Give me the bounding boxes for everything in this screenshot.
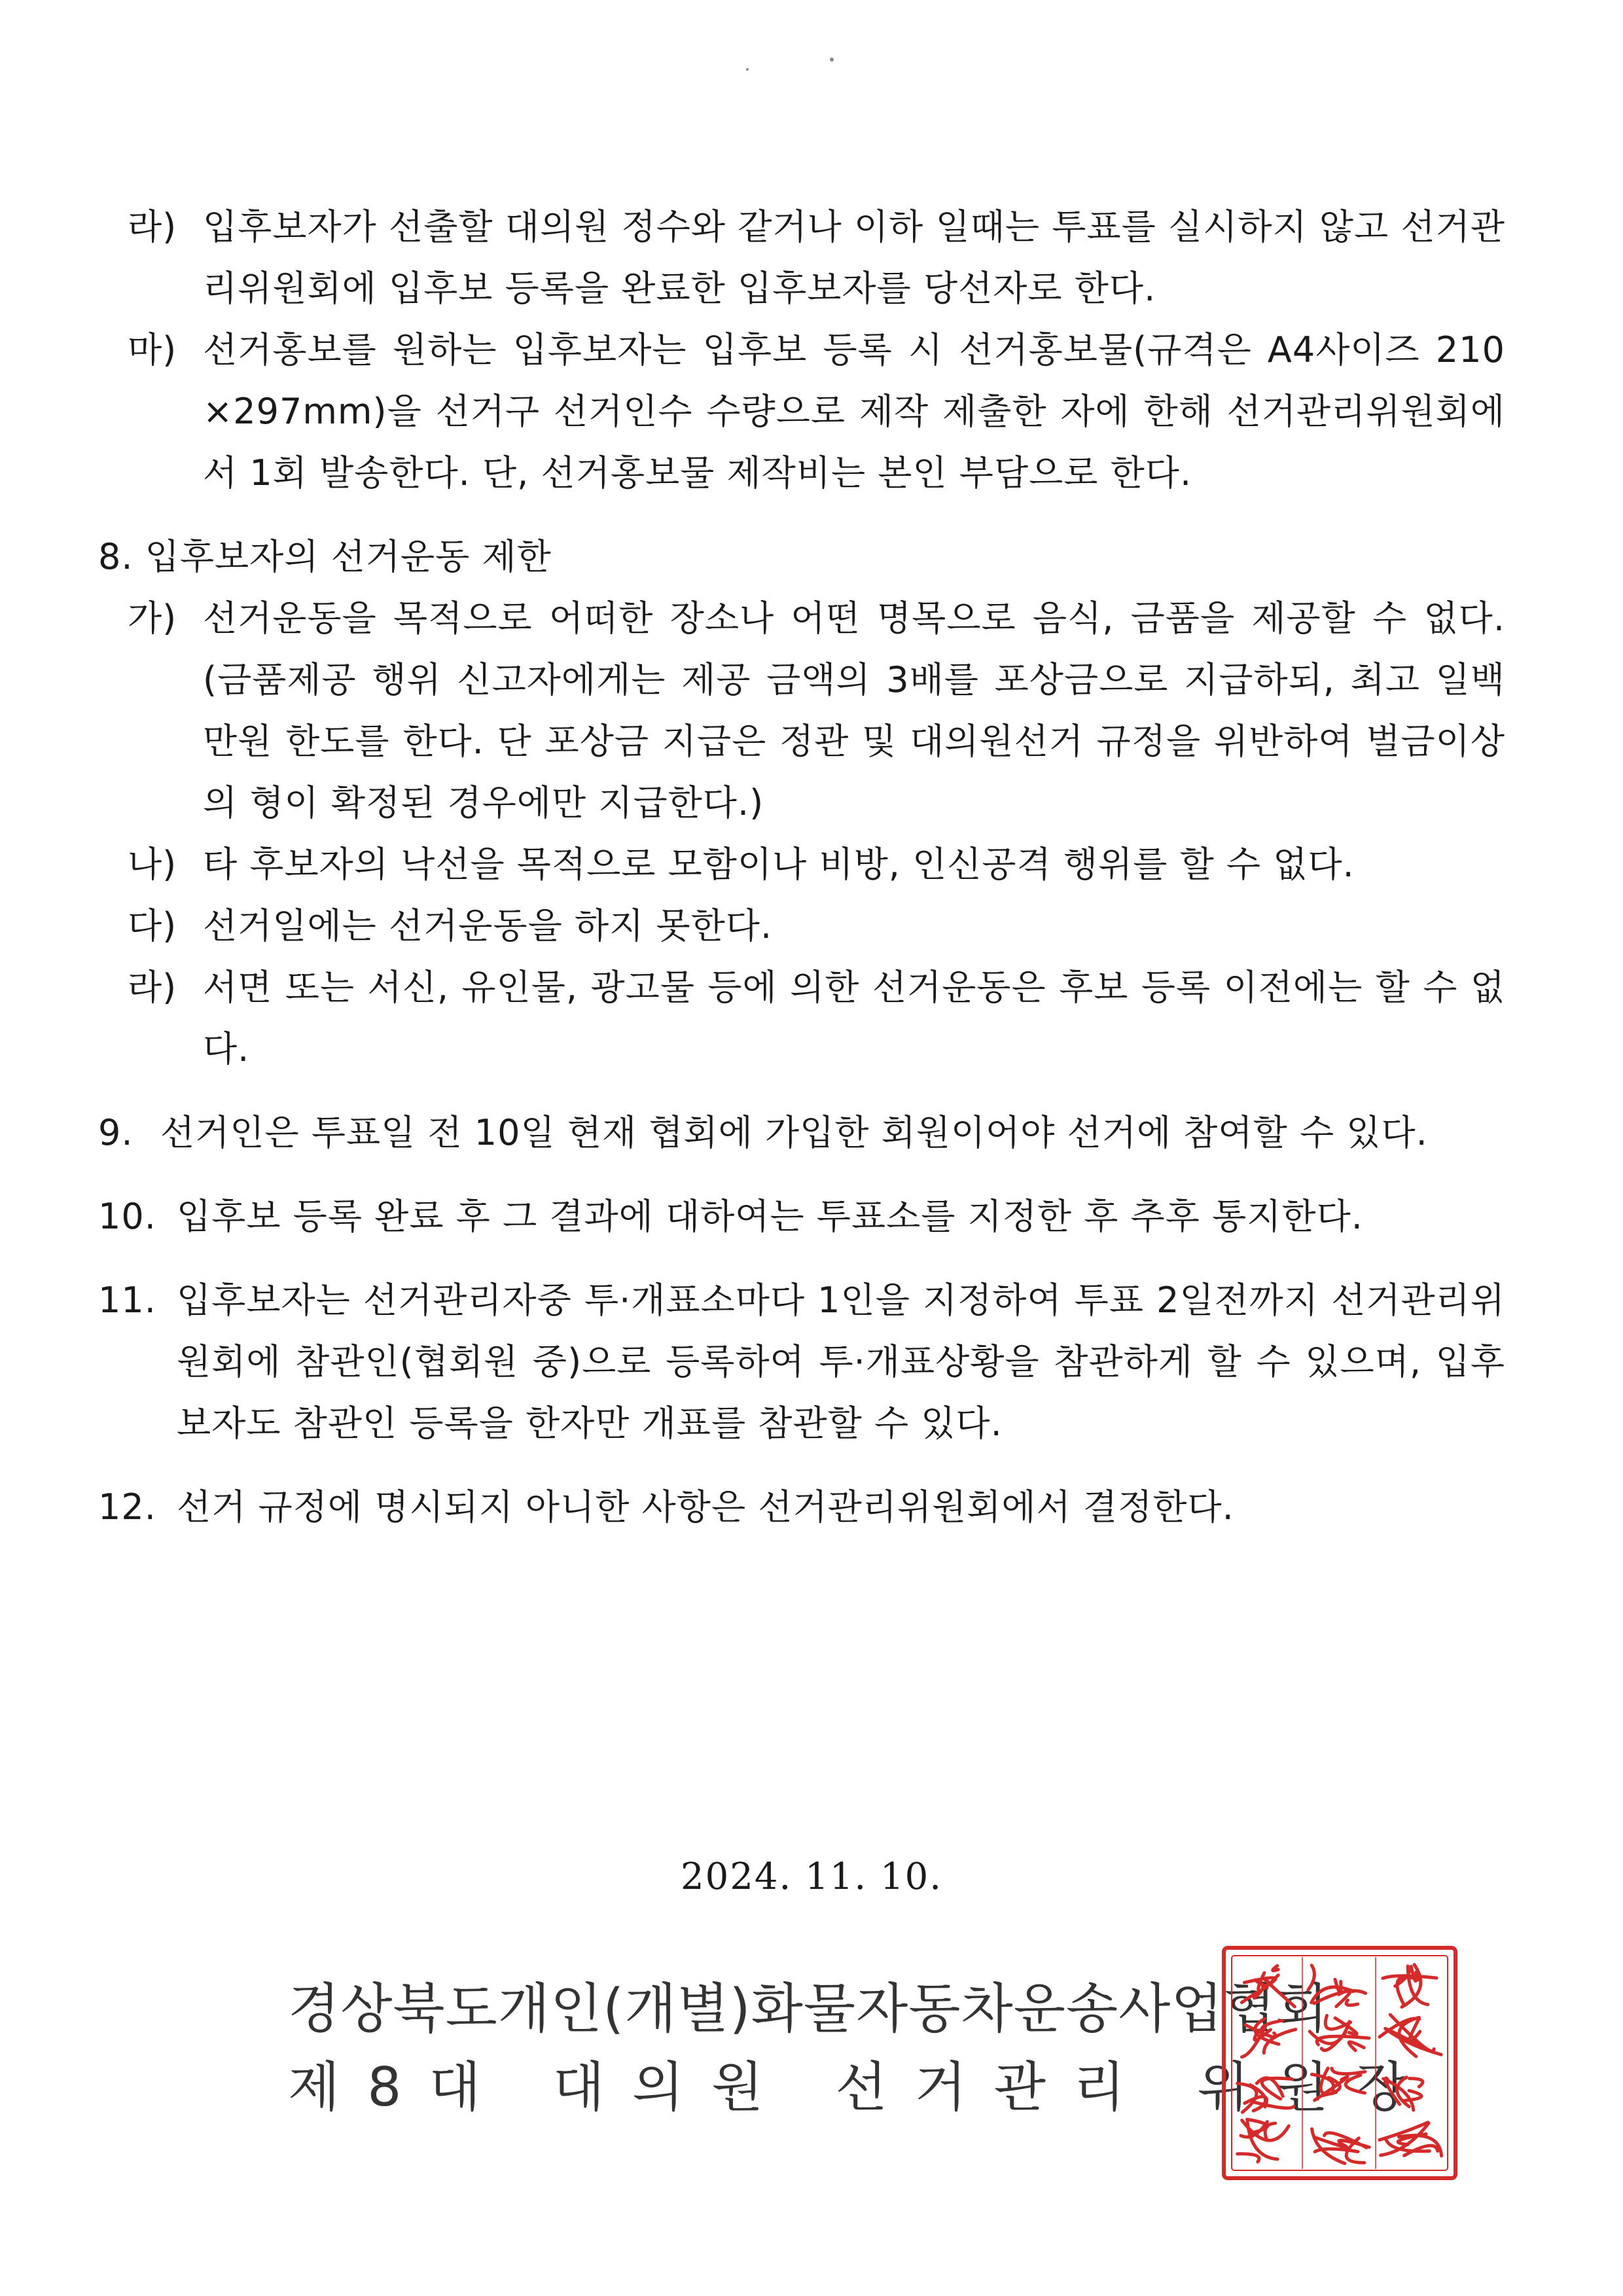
section-8-item-na (98, 834, 1505, 895)
item-marker: 다) (128, 905, 177, 946)
paragraph-ma (98, 319, 1505, 504)
section-number: 12. (98, 1486, 156, 1528)
item-text: 선거일에는 선거운동을 하지 못한다. (203, 905, 773, 946)
seal-glyph-stroke (1380, 2015, 1441, 2056)
section-text: 입후보자는 선거관리자중 투·개표소마다 1인을 지정하여 투표 2일전까지 선거관리위원회에 참관인(협회원 중)으로 등록하여 투·개표상황을 참관하게 할 수 있으며, 입후보자도 참관인 등록을 한자만 개표를 참관할 수 있다. (177, 1280, 1505, 1444)
section-8-item-ra (98, 957, 1505, 1080)
committee-chair-title: 제8대 대의원 선거관리 위원장 (288, 2056, 1435, 2119)
section-number: 11. (98, 1280, 156, 1321)
organization-name: 경상북도개인(개별)화물자동차운송사업협회 (288, 1978, 1329, 2040)
section-number: 9. (98, 1112, 134, 1153)
seal-glyph-stroke (1380, 2123, 1442, 2156)
item-marker: 나) (128, 844, 177, 885)
item-text: 입후보자가 선출할 대의원 정수와 같거나 이하 일때는 투표를 실시하지 않고 선거관리위원회에 입후보 등록을 완료한 입후보자를 당선자로 한다. (203, 206, 1505, 309)
item-text: 타 후보자의 낙선을 목적으로 모함이나 비방, 인신공격 행위를 할 수 없다. (203, 844, 1355, 885)
item-text: 선거홍보를 원하는 입후보자는 입후보 등록 시 선거홍보물(규격은 A4사이즈 210 ×297mm)을 선거구 선거인수 수량으로 제작 제출한 자에 한해 선거관리위원회에서 1회 발송한다. 단, 선거홍보물 제작비는 본인 부담으로 한다. (203, 329, 1505, 493)
item-marker: 마) (128, 329, 177, 370)
paragraph-ra (98, 196, 1505, 319)
item-text: 선거운동을 목적으로 어떠한 장소나 어떤 명목으로 음식, 금품을 제공할 수 없다.(금품제공 행위 신고자에게는 제공 금액의 3배를 포상금으로 지급하되, 최고 일백만원 한도를 한다. 단 포상금 지급은 정관 및 대의원선거 규정을 위반하여 벌금이상의 형이 확정된 경우에만 지급한다.) (203, 598, 1505, 823)
section-8-heading: 8. 입후보자의 선거운동 제한 (98, 536, 552, 577)
seal-glyph-stroke (1308, 1965, 1366, 2007)
section-8-item-ga (98, 588, 1505, 834)
item-marker: 가) (128, 598, 177, 639)
item-marker: 라) (128, 206, 177, 247)
seal-glyph-stroke (1241, 1965, 1294, 2007)
scan-speck (830, 58, 834, 62)
section-number: 10. (98, 1196, 156, 1237)
seal-glyph-stroke (1310, 2016, 1369, 2051)
seal-glyph-stroke (1238, 2119, 1289, 2162)
seal-glyph-stroke (1383, 2077, 1423, 2110)
seal-glyph-stroke (1238, 2078, 1294, 2112)
section-11 (98, 1270, 1505, 1454)
item-text: 서면 또는 서신, 유인물, 광고물 등에 의한 선거운동은 후보 등록 이전에는 할 수 없다. (203, 967, 1505, 1069)
document-date: 2024. 11. 10. (680, 1856, 943, 1898)
section-9 (98, 1102, 1505, 1164)
section-10 (98, 1186, 1505, 1247)
scan-speck (746, 68, 749, 71)
section-8-item-da (98, 895, 1505, 957)
seal-glyph-stroke (1312, 2068, 1366, 2100)
section-text: 선거 규정에 명시되지 아니한 사항은 선거관리위원회에서 결정한다. (177, 1486, 1234, 1528)
section-12 (98, 1477, 1505, 1538)
seal-glyph-stroke (1383, 1965, 1436, 2007)
section-text: 선거인은 투표일 전 10일 현재 협회에 가입한 회원이어야 선거에 참여할 수 있다. (160, 1112, 1428, 1153)
document-body (98, 196, 1505, 1538)
official-seal-icon (1219, 1943, 1461, 2183)
seal-glyph-stroke (1242, 2018, 1296, 2057)
section-text: 입후보 등록 완료 후 그 결과에 대하여는 투표소를 지정한 후 추후 통지한다. (177, 1196, 1363, 1237)
seal-glyph-stroke (1312, 2129, 1370, 2164)
item-marker: 라) (128, 967, 177, 1008)
